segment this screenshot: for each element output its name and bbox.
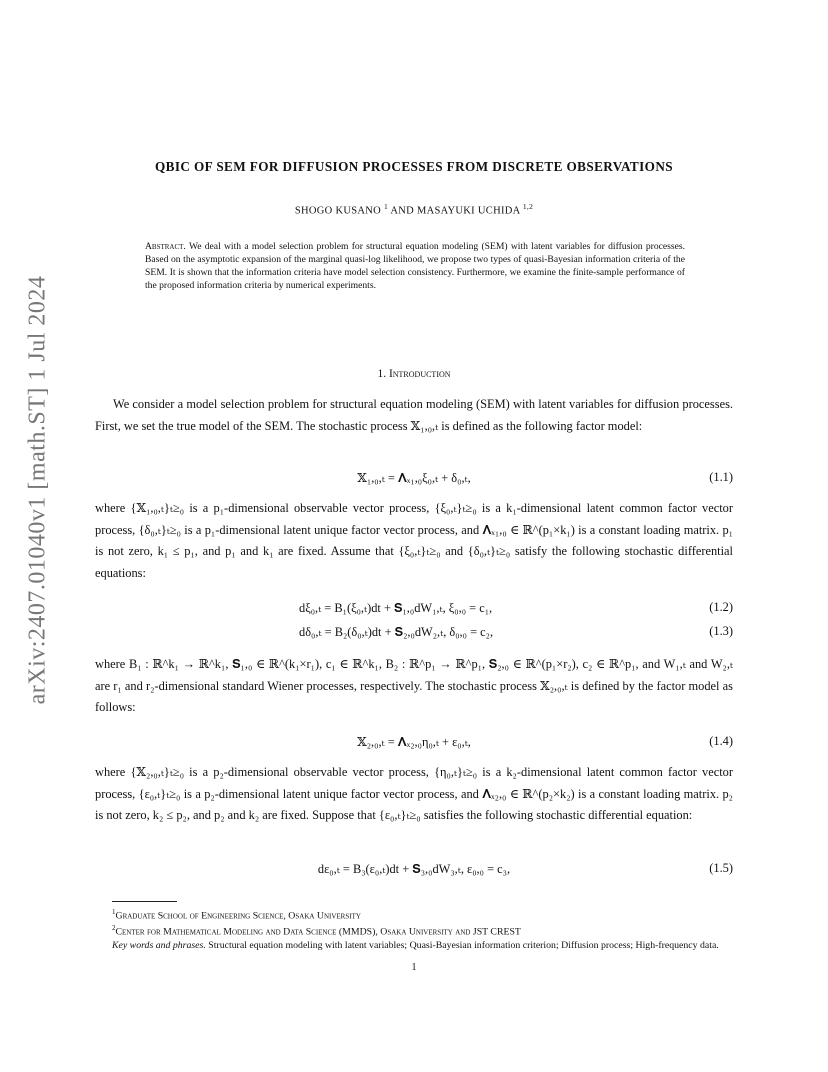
keywords-text: Structural equation modeling with latent variables; Quasi-Bayesian information criterion; Diffusion process; High-frequency data.	[205, 939, 719, 951]
footnote-2-marker: 2	[112, 924, 116, 933]
paragraph-second-factor-model: where {𝕏₂,₀,ₜ}ₜ≥₀ is a p₂-dimensional observable vector process, {η₀,ₜ}ₜ≥₀ is a k₂-dimensional latent common factor vector process, {ε₀,ₜ}ₜ≥₀ is a p₂-dimensional latent unique factor vector process, and 𝚲ₓ₂,₀ ∈ ℝ^(p₂×k₂) is a constant loading matrix. p₂ is not zero, k₂ ≤ p₂, and p₂ and k₂ are fixed. Suppose that {ε₀,ₜ}ₜ≥₀ satisfies the following stochastic differential equation:	[95, 765, 733, 822]
equation-body: dε₀,ₜ = B₃(ε₀,ₜ)dt + 𝐒₃,₀dW₃,ₜ, ε₀,₀ = c₃,	[317, 862, 511, 876]
section-title: Introduction	[388, 368, 451, 380]
equation-1-5	[95, 861, 733, 881]
equation-number: (1.3)	[709, 624, 733, 638]
keywords-label: Key words and phrases.	[112, 939, 206, 951]
paper-title: QBIC OF SEM FOR DIFFUSION PROCESSES FROM DISCRETE OBSERVATIONS	[155, 159, 673, 174]
equation-number: (1.1)	[709, 470, 733, 484]
abstract	[145, 240, 685, 292]
equation-1-1	[95, 470, 733, 490]
footnote-2-text: Center for Mathematical Modeling and Data Science (MMDS), Osaka University and JST CREST	[115, 926, 521, 938]
section-number: 1.	[377, 368, 387, 380]
equation-1-3	[95, 624, 733, 644]
equation-number: (1.5)	[709, 861, 733, 875]
equation-body: dξ₀,ₜ = B₁(ξ₀,ₜ)dt + 𝐒₁,₀dW₁,ₜ, ξ₀,₀ = c₁,	[299, 601, 493, 615]
equation-body: 𝕏₂,₀,ₜ = 𝚲ₓ₂,₀η₀,ₜ + ε₀,ₜ,	[357, 735, 471, 749]
arxiv-identifier	[18, 275, 58, 705]
equation-body: 𝕏₁,₀,ₜ = 𝚲ₓ₁,₀ξ₀,ₜ + δ₀,ₜ,	[357, 471, 471, 485]
author-joiner: AND	[390, 205, 417, 217]
footnote-2	[95, 922, 735, 938]
equation-body: dδ₀,ₜ = B₂(δ₀,ₜ)dt + 𝐒₂,₀dW₂,ₜ, δ₀,₀ = c₂,	[299, 625, 494, 639]
footnotes	[95, 906, 735, 952]
page-number: 1	[411, 962, 417, 973]
footnote-1-marker: 1	[112, 908, 116, 916]
equation-number: (1.4)	[709, 734, 733, 748]
paragraph-factor-model: where {𝕏₁,₀,ₜ}ₜ≥₀ is a p₁-dimensional observable vector process, {ξ₀,ₜ}ₜ≥₀ is a k₁-dimensional latent common factor vector process, {δ₀,ₜ}ₜ≥₀ is a p₁-dimensional latent unique factor vector process, and 𝚲ₓ₁,₀ ∈ ℝ^(p₁×k₁) is a constant loading matrix. p₁ is not zero, k₁ ≤ p₁, and p₁ and k₁ are fixed. Assume that {ξ₀,ₜ}ₜ≥₀ and {δ₀,ₜ}ₜ≥₀ satisfy the following stochastic differential equations:	[95, 501, 733, 580]
keywords	[95, 939, 735, 952]
paragraph-intro: We consider a model selection problem for structural equation modeling (SEM) with latent variables for diffusion processes. First, we set the true model of the SEM. The stochastic process 𝕏₁,₀,ₜ is defined as the following factor model:	[95, 397, 733, 433]
abstract-text: We deal with a model selection problem for structural equation modeling (SEM) with latent variables for diffusion processes. Based on the asymptotic expansion of the marginal quasi-log likelihood, we propose two types of quasi-Bayesian information criteria of the SEM. It is shown that the information criteria have model selection consistency. Furthermore, we examine the finite-sample performance of the proposed information criteria by numerical experiments.	[145, 241, 685, 291]
section-heading	[0, 368, 828, 380]
equation-number: (1.2)	[709, 600, 733, 614]
footnote-rule	[112, 901, 177, 902]
footnote-1-text: Graduate School of Engineering Science, Osaka University	[115, 910, 361, 922]
author-2-affiliation: 1,2	[522, 202, 534, 211]
author-1: SHOGO KUSANO	[294, 205, 381, 217]
equation-1-4	[95, 734, 733, 754]
footnote-1	[95, 906, 735, 922]
paragraph-sde-definitions: where B₁ : ℝ^k₁ → ℝ^k₁, 𝐒₁,₀ ∈ ℝ^(k₁×r₁), c₁ ∈ ℝ^k₁, B₂ : ℝ^p₁ → ℝ^p₁, 𝐒₂,₀ ∈ ℝ^(p₁×r₂), c₂ ∈ ℝ^p₁, and W₁,ₜ and W₂,ₜ are r₁ and r₂-dimensional standard Wiener processes, respectively. The stochastic process 𝕏₂,₀,ₜ is defined by the factor model as follows:	[95, 657, 733, 714]
author-line	[0, 202, 828, 217]
equation-1-2	[95, 600, 733, 620]
arxiv-identifier-text: arXiv:2407.01040v1 [math.ST] 1 Jul 2024	[24, 275, 51, 705]
author-2: MASAYUKI UCHIDA	[416, 205, 520, 217]
abstract-label: Abstract.	[145, 241, 186, 252]
author-1-affiliation: 1	[383, 202, 388, 211]
